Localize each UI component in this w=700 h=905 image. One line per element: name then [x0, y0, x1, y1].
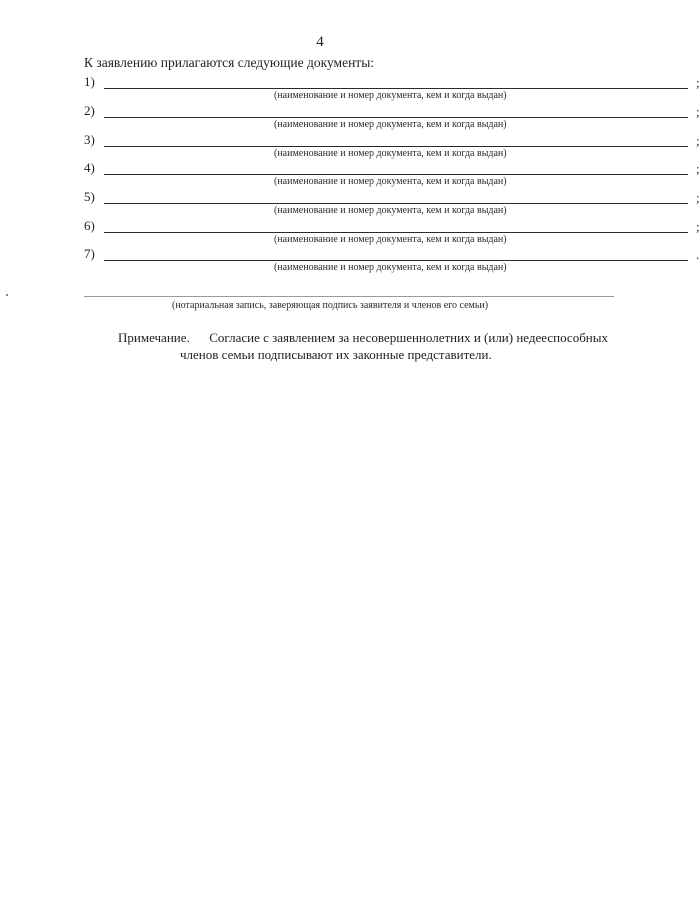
entry-number: 6) [84, 218, 95, 233]
entry-caption: (наименование и номер документа, кем и когда выдан) [274, 262, 507, 273]
entry-end-mark: ; [696, 190, 700, 205]
document-entry-3 [84, 132, 700, 162]
entry-number: 2) [84, 103, 95, 118]
scan-speck [6, 294, 8, 296]
entry-caption: (наименование и номер документа, кем и когда выдан) [274, 90, 507, 101]
entry-caption: (наименование и номер документа, кем и когда выдан) [274, 119, 507, 130]
entry-caption: (наименование и номер документа, кем и когда выдан) [274, 148, 507, 159]
entry-end-mark: ; [696, 75, 700, 90]
note-label: Примечание. [118, 330, 190, 345]
note-first-line [118, 329, 608, 346]
document-entry-2 [84, 103, 700, 133]
note-line-1: Согласие с заявлением за несовершеннолетних и (или) недееспособных [209, 330, 608, 345]
entry-caption: (наименование и номер документа, кем и когда выдан) [274, 176, 507, 187]
entry-number: 1) [84, 74, 95, 89]
entry-fill-line[interactable] [104, 117, 688, 118]
entry-fill-line[interactable] [104, 232, 688, 233]
notary-signature-line[interactable] [84, 296, 614, 297]
entry-caption: (наименование и номер документа, кем и когда выдан) [274, 234, 507, 245]
entry-end-mark: ; [696, 133, 700, 148]
document-entry-7 [84, 246, 700, 276]
entry-end-mark: . [696, 247, 700, 262]
entry-fill-line[interactable] [104, 88, 688, 89]
document-entry-5 [84, 189, 700, 219]
page-number: 4 [316, 34, 324, 50]
entry-caption: (наименование и номер документа, кем и когда выдан) [274, 205, 507, 216]
entry-fill-line[interactable] [104, 146, 688, 147]
entry-fill-line[interactable] [104, 260, 688, 261]
entry-end-mark: ; [696, 161, 700, 176]
document-entry-4 [84, 160, 700, 190]
intro-text: К заявлению прилагаются следующие документы: [84, 55, 375, 70]
entry-end-mark: ; [696, 219, 700, 234]
entry-end-mark: ; [696, 104, 700, 119]
entry-fill-line[interactable] [104, 174, 688, 175]
note-line-2: членов семьи подписывают их законные представители. [180, 347, 492, 362]
entry-number: 4) [84, 160, 95, 175]
document-entry-1 [84, 74, 700, 104]
entry-number: 5) [84, 189, 95, 204]
entry-number: 7) [84, 246, 95, 261]
notary-caption: (нотариальная запись, заверяющая подпись заявителя и членов его семьи) [172, 300, 489, 311]
document-entry-6 [84, 218, 700, 248]
entry-fill-line[interactable] [104, 203, 688, 204]
note-paragraph [118, 329, 608, 363]
entry-number: 3) [84, 132, 95, 147]
